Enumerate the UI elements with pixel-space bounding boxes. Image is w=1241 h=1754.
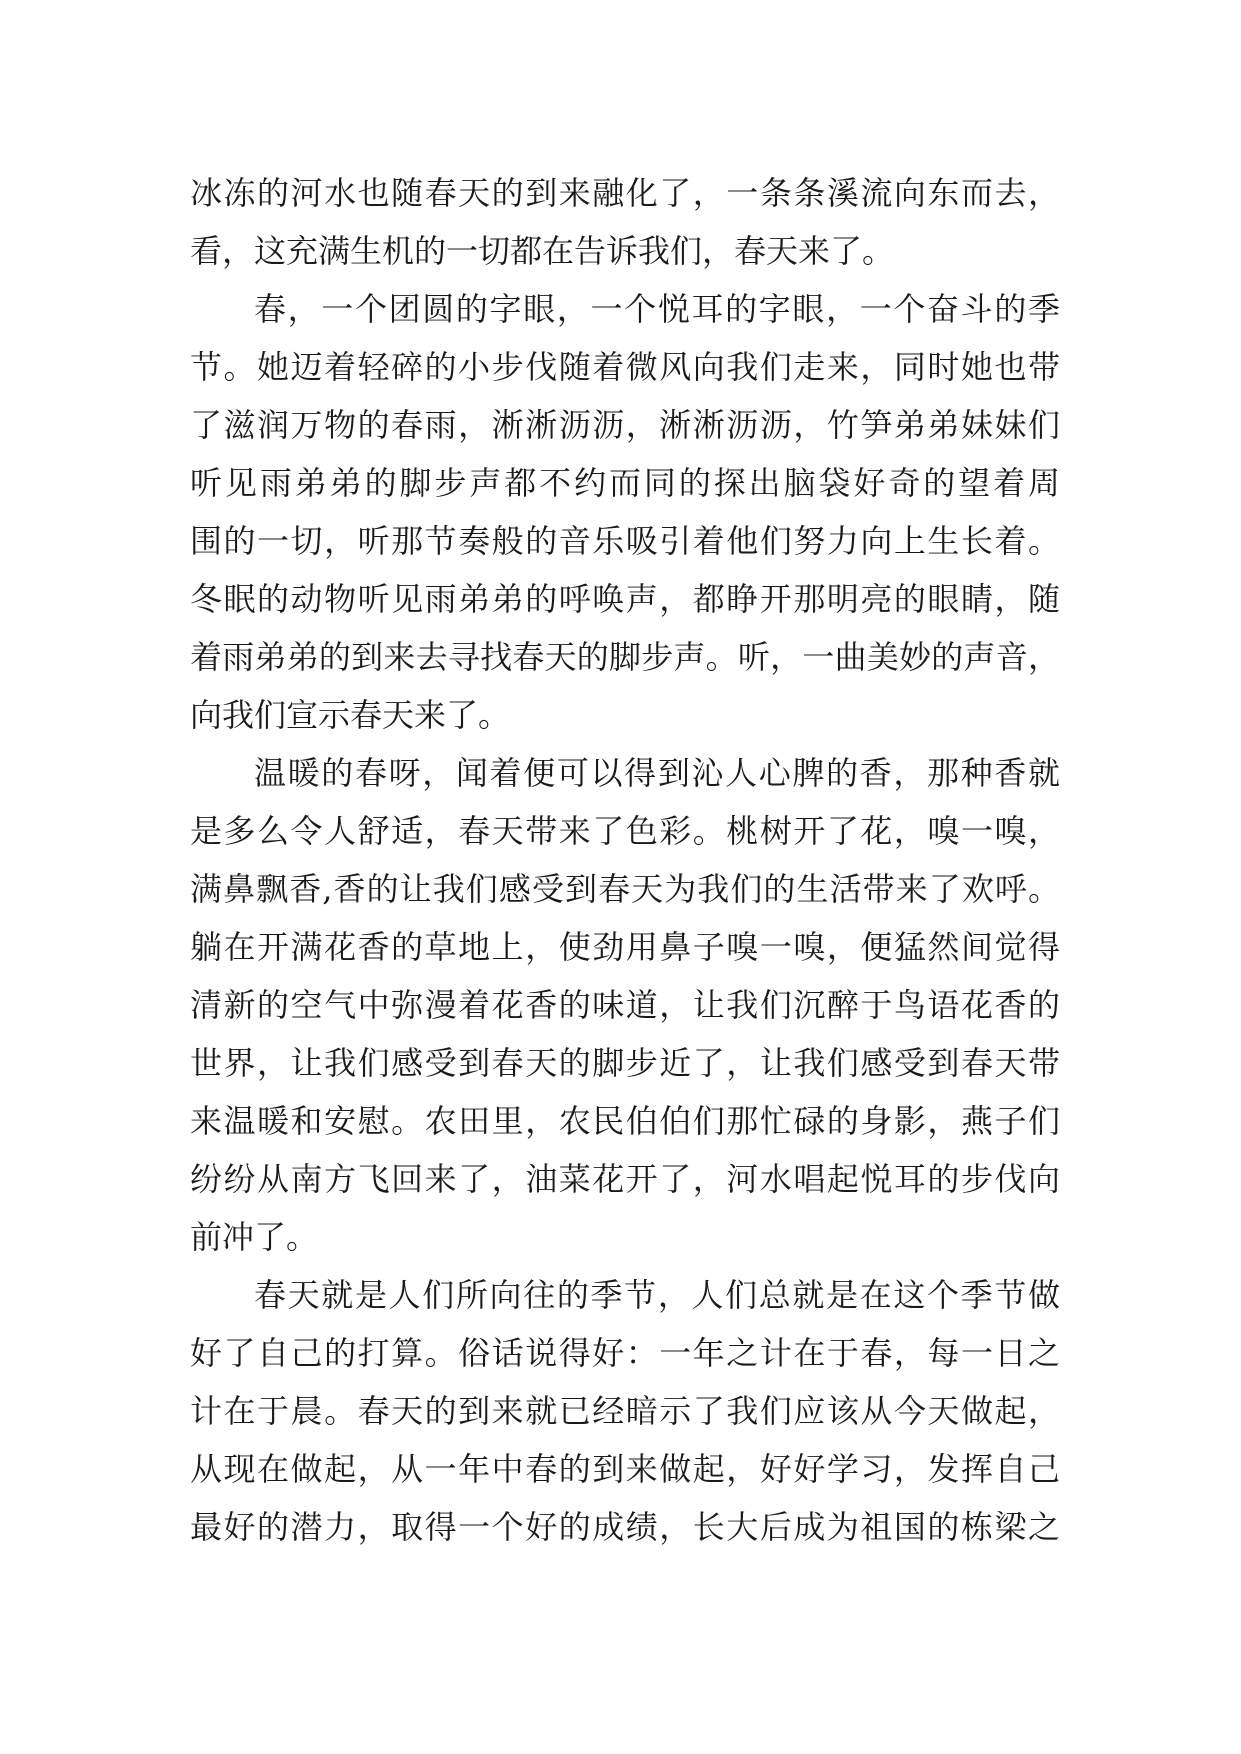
text-line: 躺在开满花香的草地上，使劲用鼻子嗅一嗅，便猛然间觉得 — [190, 928, 1060, 966]
text-line: 纷纷从南方飞回来了，油菜花开了，河水唱起悦耳的步伐向 — [190, 1160, 1060, 1198]
text-line: 节。她迈着轻碎的小步伐随着微风向我们走来，同时她也带 — [190, 348, 1060, 386]
text-line: 计在于晨。春天的到来就已经暗示了我们应该从今天做起， — [190, 1392, 1060, 1430]
text-line: 好了自己的打算。俗话说得好：一年之计在于春，每一日之 — [190, 1334, 1060, 1372]
text-line: 前冲了。 — [190, 1218, 319, 1256]
text-line: 春，一个团圆的字眼，一个悦耳的字眼，一个奋斗的季 — [254, 290, 1060, 328]
text-line: 围的一切，听那节奏般的音乐吸引着他们努力向上生长着。 — [190, 522, 1060, 560]
text-line: 向我们宣示春天来了。 — [190, 696, 511, 734]
text-line: 最好的潜力，取得一个好的成绩，长大后成为祖国的栋梁之 — [190, 1508, 1060, 1546]
text-line: 着雨弟弟的到来去寻找春天的脚步声。听，一曲美妙的声音， — [190, 638, 1060, 676]
text-line: 听见雨弟弟的脚步声都不约而同的探出脑袋好奇的望着周 — [190, 464, 1060, 502]
text-line: 清新的空气中弥漫着花香的味道，让我们沉醉于鸟语花香的 — [190, 986, 1060, 1024]
text-line: 来温暖和安慰。农田里，农民伯伯们那忙碌的身影，燕子们 — [190, 1102, 1060, 1140]
text-line: 世界，让我们感受到春天的脚步近了，让我们感受到春天带 — [190, 1044, 1060, 1082]
text-line: 从现在做起，从一年中春的到来做起，好好学习，发挥自己 — [190, 1450, 1060, 1488]
text-line: 看，这充满生机的一切都在告诉我们，春天来了。 — [190, 232, 895, 270]
body-text — [190, 164, 1060, 1556]
text-line: 温暖的春呀，闻着便可以得到沁人心脾的香，那种香就 — [254, 754, 1060, 792]
text-line: 冰冻的河水也随春天的到来融化了，一条条溪流向东而去， — [190, 174, 1060, 212]
text-line: 是多么令人舒适，春天带来了色彩。桃树开了花，嗅一嗅， — [190, 812, 1060, 850]
text-line: 满鼻飘香,香的让我们感受到春天为我们的生活带来了欢呼。 — [190, 870, 1060, 908]
text-line: 春天就是人们所向往的季节，人们总就是在这个季节做 — [254, 1276, 1060, 1314]
text-line: 冬眠的动物听见雨弟弟的呼唤声，都睁开那明亮的眼睛，随 — [190, 580, 1060, 618]
text-line: 了滋润万物的春雨，淅淅沥沥，淅淅沥沥，竹笋弟弟妹妹们 — [190, 406, 1060, 444]
